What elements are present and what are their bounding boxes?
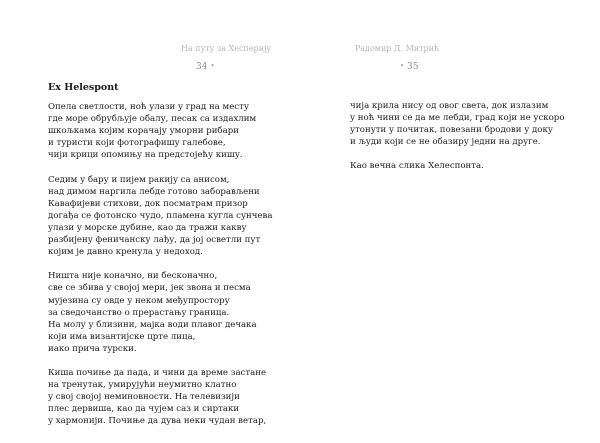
right-page: [300, 0, 600, 443]
poem-text-left: [48, 101, 272, 428]
stanza: [48, 367, 272, 427]
verse-line: чији крици опомињу на предстојећу кишу.: [48, 150, 243, 161]
verse-line: где море обрубљује обалу, песак са издахлим: [48, 114, 257, 125]
verse-line: иако прича турски.: [48, 343, 137, 354]
page-number-right: [400, 62, 418, 72]
verse-line: којим је давно кренула у недоход.: [48, 247, 203, 258]
verse-line: за сведочанство о прерастању граница.: [48, 307, 230, 318]
stanza: [48, 101, 272, 161]
verse-line: у хармонији. Почиње да дува неки чудан ветар,: [48, 416, 267, 427]
poem-text-right: [350, 100, 565, 173]
verse-line: у свој својој неминовности. На телевизији: [48, 392, 240, 403]
verse-line: мујезина су овде у неком међупростору: [48, 295, 230, 306]
stanza: [48, 174, 272, 259]
poem-title: Ex Helespont: [48, 82, 119, 93]
verse-line: Седим у бару и пијем ракију са анисом,: [48, 174, 230, 185]
verse-line: над димом наргила лебде готово заборављени: [48, 186, 260, 197]
verse-line: у ноћ чини се да ме лебди, град који не ускоро: [350, 113, 565, 124]
page-number-value: 34: [196, 62, 208, 72]
verse-line: Опела светлости, ноћ улази у град на месту: [48, 102, 249, 112]
verse-line: улази у морске дубине, као да тражи какву: [48, 222, 247, 233]
folio-bullet: •: [210, 62, 215, 70]
verse-line: чија крила нису од овог света, док излазим: [350, 101, 549, 111]
verse-line: шкољкама којим корачају уморни рибари: [48, 126, 239, 137]
verse-line: утонути у почитак, повезани бродови у доку: [350, 125, 553, 136]
verse-line: Киша почиње да пада, и чини да време застане: [48, 368, 267, 379]
verse-line: Као вечна слика Хелеспонта.: [350, 161, 484, 172]
verse-line: Ништа није коначно, ни бесконачно,: [48, 271, 218, 282]
page-number-left: [196, 62, 214, 72]
verse-line: догађа се фотонско чудо, пламена кугла сунчева: [48, 210, 273, 221]
stanza: [350, 160, 565, 172]
verse-line: На молу у близини, мајка води плавог дечака: [48, 319, 257, 330]
running-head-right: Радомир Д. Митрић: [354, 44, 440, 53]
verse-line: плес дервиша, као да чујем саз и сиртаки: [48, 404, 240, 415]
stanza: [48, 270, 272, 355]
page-number-value: 35: [407, 62, 419, 72]
verse-line: све се збива у својој мери, јек звона и песма: [48, 283, 251, 294]
verse-line: и људи који се не обазиру једни на друге.: [350, 137, 541, 148]
folio-bullet: •: [400, 62, 405, 70]
verse-line: на тренутак, умирујући неумитно клатно: [48, 380, 237, 391]
verse-line: и туристи који фотографишу галебове,: [48, 138, 226, 149]
verse-line: који има византијске црте лица,: [48, 331, 196, 342]
verse-line: разбијену феничанску лађу, да јој осветли пут: [48, 235, 261, 246]
verse-line: Кавафијеви стихови, док посматрам призор: [48, 198, 248, 209]
running-head-left: На путу за Хесперију: [180, 44, 272, 53]
stanza: [350, 100, 565, 148]
